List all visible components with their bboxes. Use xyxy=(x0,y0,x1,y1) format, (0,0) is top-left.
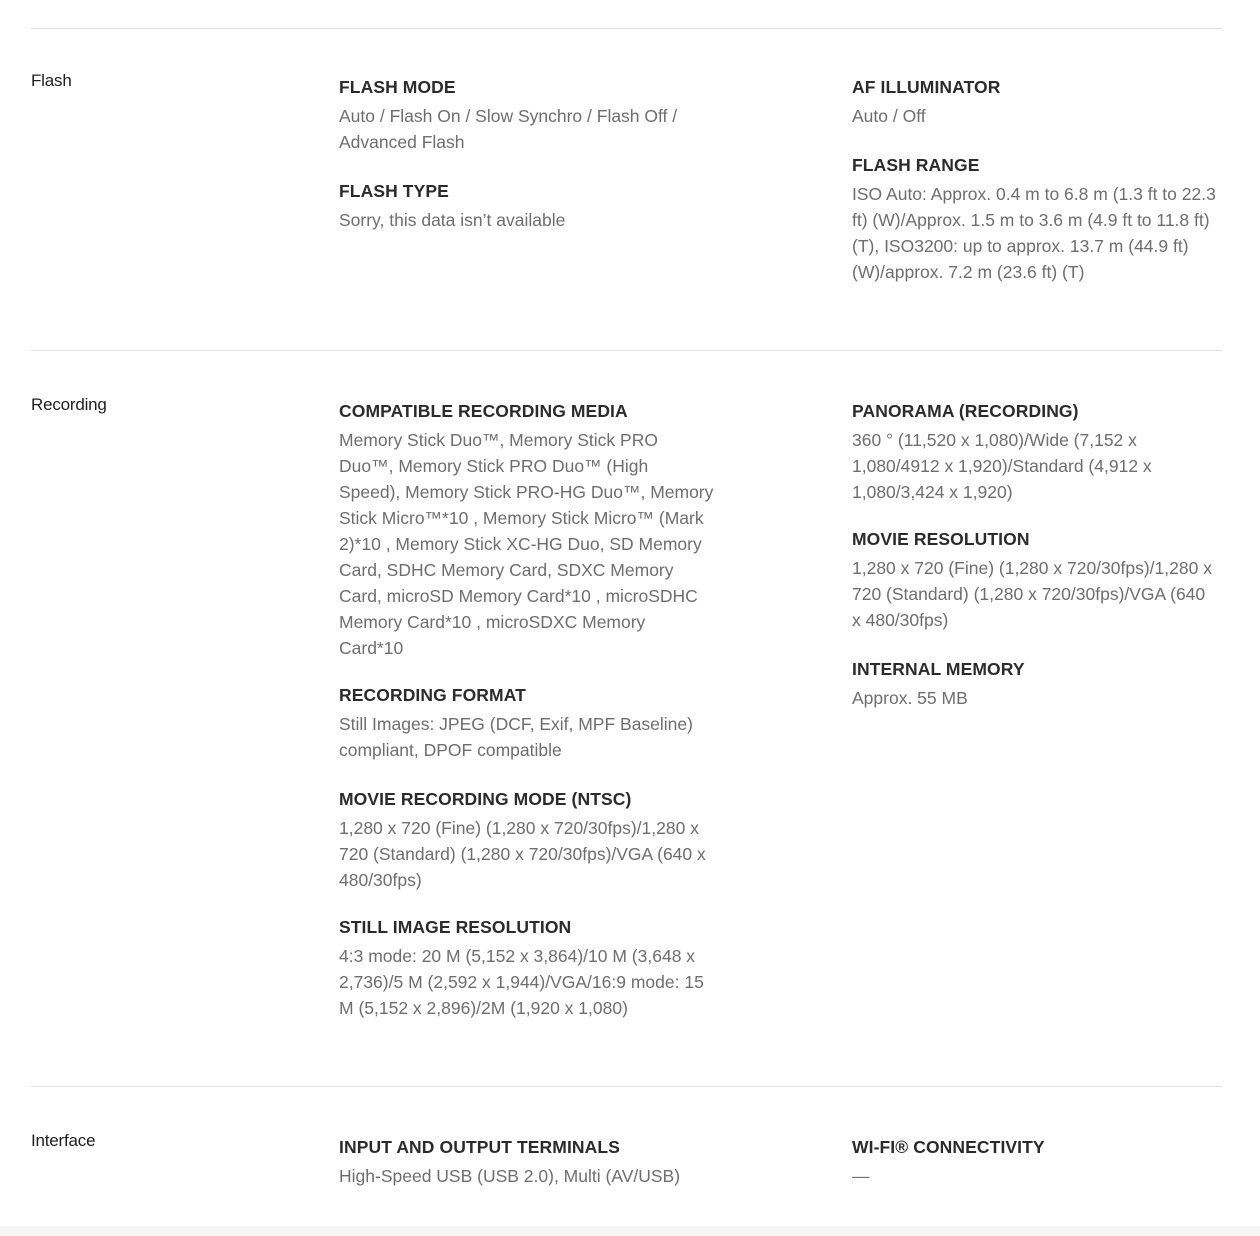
spec-value: — xyxy=(852,1166,870,1186)
spec-value: 1,280 x 720 (Fine) (1,280 x 720/30fps)/1,280 x 720 (Standard) (1,280 x 720/30fps)/VGA (640 x 480/30fps) xyxy=(852,558,1212,630)
section-divider xyxy=(31,28,1222,29)
spec-recording-format xyxy=(339,683,714,763)
section-divider xyxy=(31,350,1222,351)
spec-value: 4:3 mode: 20 M (5,152 x 3,864)/10 M (3,648 x 2,736)/5 M (2,592 x 1,944)/VGA/16:9 mode: 15 M (5,152 x 2,896)/2M (1,920 x 1,080) xyxy=(339,946,704,1018)
spec-af-illuminator xyxy=(852,75,1217,129)
spec-flash-range xyxy=(852,153,1217,285)
spec-label: FLASH TYPE xyxy=(339,181,449,201)
spec-flash-mode xyxy=(339,75,714,155)
spec-value: 1,280 x 720 (Fine) (1,280 x 720/30fps)/1,280 x 720 (Standard) (1,280 x 720/30fps)/VGA (640 x 480/30fps) xyxy=(339,818,706,890)
spec-label: FLASH RANGE xyxy=(852,155,980,175)
spec-value: 360 ° (11,520 x 1,080)/Wide (7,152 x 1,080/4912 x 1,920)/Standard (4,912 x 1,080/3,424 x 1,920) xyxy=(852,430,1152,502)
spec-value: Approx. 55 MB xyxy=(852,688,968,708)
spec-label: FLASH MODE xyxy=(339,77,456,97)
spec-label: INTERNAL MEMORY xyxy=(852,659,1025,679)
spec-value: Auto / Off xyxy=(852,106,926,126)
section-title-interface: Interface xyxy=(31,1131,96,1150)
section-divider xyxy=(31,1086,1222,1087)
spec-still-image-resolution xyxy=(339,915,714,1021)
spec-label: RECORDING FORMAT xyxy=(339,685,526,705)
spec-value: High-Speed USB (USB 2.0), Multi (AV/USB) xyxy=(339,1166,681,1186)
spec-label: AF ILLUMINATOR xyxy=(852,77,1001,97)
section-title-recording: Recording xyxy=(31,395,107,414)
spec-movie-recording-mode xyxy=(339,787,714,893)
spec-value: ISO Auto: Approx. 0.4 m to 6.8 m (1.3 ft to 22.3 ft) (W)/Approx. 1.5 m to 3.6 m (4.9 ft to 11.8 ft) (T), ISO3200: up to approx. 13.7 m (44.9 ft) (W)/approx. 7.2 m (23.6 ft) (T) xyxy=(852,184,1216,282)
spec-panorama-recording xyxy=(852,399,1217,505)
spec-value: Still Images: JPEG (DCF, Exif, MPF Baseline) compliant, DPOF compatible xyxy=(339,714,693,760)
spec-flash-type xyxy=(339,179,714,233)
footer-band xyxy=(0,1226,1260,1236)
spec-compatible-recording-media xyxy=(339,399,714,661)
spec-label: INPUT AND OUTPUT TERMINALS xyxy=(339,1137,620,1157)
section-title-flash: Flash xyxy=(31,71,72,90)
spec-label: COMPATIBLE RECORDING MEDIA xyxy=(339,401,628,421)
spec-label: MOVIE RESOLUTION xyxy=(852,529,1030,549)
spec-input-output-terminals xyxy=(339,1135,714,1189)
spec-label: STILL IMAGE RESOLUTION xyxy=(339,917,572,937)
spec-value: Sorry, this data isn’t available xyxy=(339,210,566,230)
spec-label: PANORAMA (RECORDING) xyxy=(852,401,1079,421)
spec-label: MOVIE RECORDING MODE (NTSC) xyxy=(339,789,632,809)
spec-movie-resolution xyxy=(852,527,1217,633)
spec-wifi-connectivity xyxy=(852,1135,1217,1189)
spec-value: Memory Stick Duo™, Memory Stick PRO Duo™, Memory Stick PRO Duo™ (High Speed), Memory Stick PRO-HG Duo™, Memory Stick Micro™*10 , Memory Stick Micro™ (Mark 2)*10 , Memory Stick XC-HG Duo, SD Memory Card, SDHC Memory Card, SDXC Memory Card, microSD Memory Card*10 , microSDHC Memory Card*10 , microSDXC Memory Card*10 xyxy=(339,430,714,658)
spec-label: WI-FI® CONNECTIVITY xyxy=(852,1137,1045,1157)
spec-value: Auto / Flash On / Slow Synchro / Flash Off / Advanced Flash xyxy=(339,106,678,152)
spec-internal-memory xyxy=(852,657,1217,711)
